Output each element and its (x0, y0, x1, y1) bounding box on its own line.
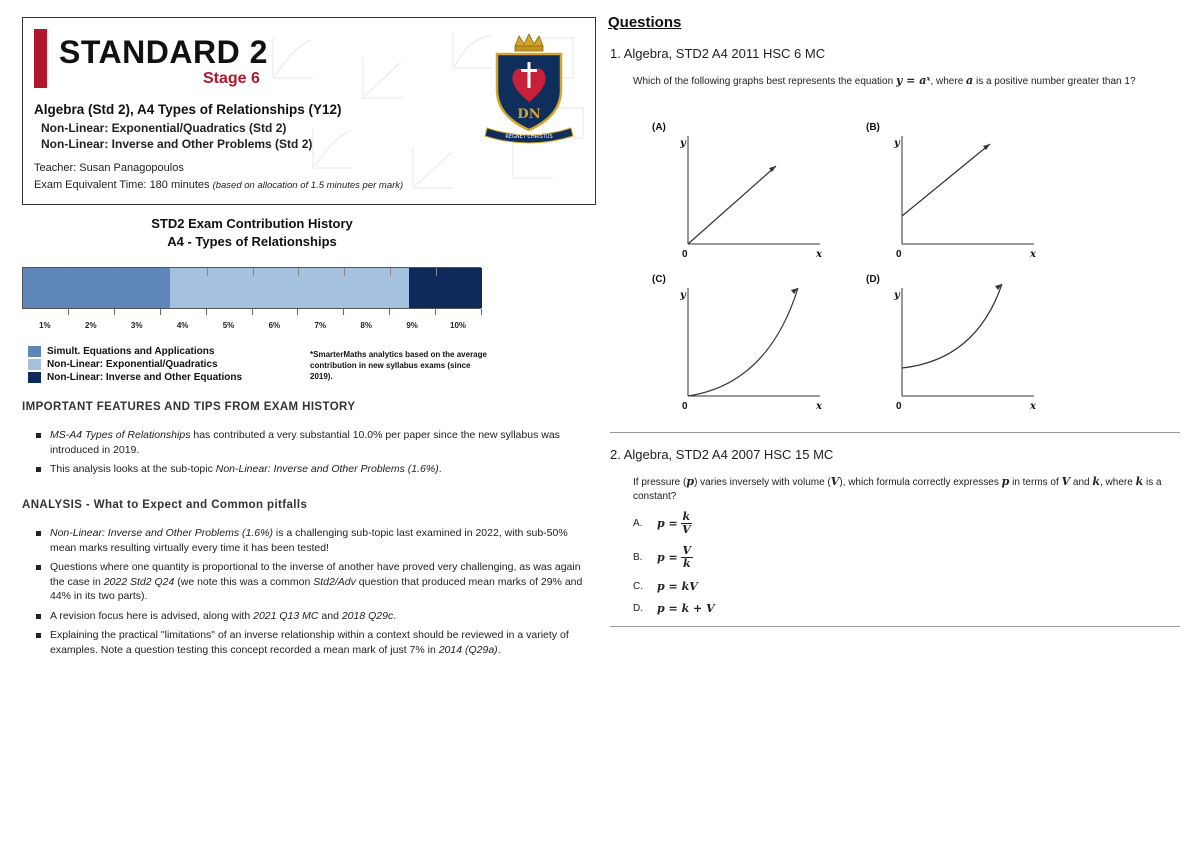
header-box (22, 17, 596, 205)
y-axis-label: y (894, 138, 900, 149)
bar-segment-3 (409, 268, 482, 308)
graph-label: (B) (866, 122, 880, 133)
graph-curve (688, 288, 798, 396)
origin-label: 0 (682, 249, 688, 260)
list-item: This analysis looks at the sub-topic Non-Linear: Inverse and Other Problems (1.6%). (36, 462, 596, 477)
subtopic-2: Non-Linear: Inverse and Other Problems (Std 2) (41, 137, 313, 151)
chart-title-line-1: STD2 Exam Contribution History (151, 216, 353, 231)
subject-title: Algebra (Std 2), A4 Types of Relationships (Y12) (34, 102, 342, 117)
x-tick (252, 309, 253, 315)
important-heading: IMPORTANT FEATURES AND TIPS FROM EXAM HISTORY (22, 401, 356, 413)
crown-icon (515, 34, 543, 51)
origin-label: 0 (896, 249, 902, 260)
graph-option-a[interactable] (652, 122, 832, 267)
legend-item-3: Non-Linear: Inverse and Other Equations (28, 372, 242, 383)
analysis-list (36, 526, 596, 662)
graph-plot (866, 122, 1046, 267)
x-tick-label: 1% (39, 321, 51, 330)
legend-swatch-2 (28, 359, 41, 370)
x-tick (481, 309, 482, 315)
y-axis-label: y (680, 290, 686, 301)
accent-bar (34, 29, 47, 88)
question-1-text: Which of the following graphs best represents the equation y = aˣ, where a is a positive number greater than 1? (633, 74, 1136, 87)
graph-curve (688, 166, 776, 244)
course-title: STANDARD 2 (59, 34, 268, 70)
teacher-line (34, 162, 184, 174)
time-line (34, 179, 403, 191)
x-tick-label: 10% (449, 321, 467, 330)
x-tick-label: 9% (406, 321, 418, 330)
graph-curve (902, 284, 1002, 368)
x-tick (206, 309, 207, 315)
y-axis-label: y (680, 138, 686, 149)
x-tick-label: 5% (222, 321, 235, 330)
x-tick-label: 3% (130, 321, 143, 330)
x-tick-label: 8% (360, 321, 372, 330)
question-2-text: If pressure (p) varies inversely with volume (V), which formula correctly expresses p in terms of V and k, where k is a constant? (633, 475, 1162, 502)
grid-line (436, 268, 437, 276)
x-tick (160, 309, 161, 315)
chart-title (22, 215, 482, 251)
fraction-v-over-k: $\frac{V}{k}$ (682, 544, 692, 570)
option-d[interactable]: D. p = k + V (633, 602, 715, 615)
x-axis-label: x (816, 401, 822, 412)
legend-swatch-1 (28, 346, 41, 357)
time-note: (based on allocation of 1.5 minutes per mark) (212, 180, 404, 191)
svg-text:DN: DN (517, 107, 541, 122)
svg-text:REGNET CHRISTUS: REGNET CHRISTUS (505, 134, 553, 140)
school-crest-logo (481, 32, 577, 144)
graph-label: (C) (652, 274, 666, 285)
grid-line (390, 268, 391, 276)
grid-line (253, 268, 254, 276)
analysis-heading: ANALYSIS - What to Expect and Common pitfalls (22, 499, 308, 511)
graph-option-d[interactable] (866, 274, 1046, 419)
divider (610, 626, 1180, 627)
subtopic-1: Non-Linear: Exponential/Quadratics (Std 2) (41, 121, 287, 135)
graph-option-b[interactable] (866, 122, 1046, 267)
stage-label: Stage 6 (203, 70, 260, 87)
chart-note: *SmarterMaths analytics based on the average contribution in new syllabus exams (since 2019). (310, 350, 487, 381)
x-tick-label: 7% (314, 321, 327, 330)
legend-swatch-3 (28, 372, 41, 383)
fraction-k-over-v: $\frac{k}{V}$ (682, 510, 691, 536)
option-b[interactable]: B. p = $\frac{V}{k}$ (633, 544, 692, 570)
x-tick (435, 309, 436, 315)
x-axis-label: x (816, 249, 822, 260)
list-item: A revision focus here is advised, along with 2021 Q13 MC and 2018 Q29c. (36, 609, 596, 624)
x-tick-label: 4% (176, 321, 189, 330)
bar-segment-1 (23, 268, 170, 308)
time-label: Exam Equivalent Time: (34, 179, 147, 191)
graph-option-c[interactable] (652, 274, 832, 419)
graph-label: (A) (652, 122, 666, 133)
x-tick (68, 309, 69, 315)
teacher-name: Susan Panagopoulos (79, 162, 184, 174)
x-axis (22, 309, 481, 317)
graph-plot (652, 122, 832, 267)
origin-label: 0 (682, 401, 688, 412)
x-axis-label: x (1030, 249, 1036, 260)
y-axis-label: y (894, 290, 900, 301)
legend-item-2: Non-Linear: Exponential/Quadratics (28, 359, 218, 370)
important-list (36, 428, 596, 482)
time-value: 180 minutes (149, 179, 210, 191)
grid-line (298, 268, 299, 276)
questions-heading: Questions (608, 14, 682, 31)
graph-plot (866, 274, 1046, 419)
x-tick-label: 2% (85, 321, 97, 330)
grid-line (161, 268, 162, 276)
question-1-title: 1. Algebra, STD2 A4 2011 HSC 6 MC (610, 46, 826, 61)
chart-title-line-2: A4 - Types of Relationships (167, 234, 337, 249)
grid-line (69, 268, 70, 276)
x-tick (114, 309, 115, 315)
stacked-bar (22, 267, 481, 309)
grid-line (207, 268, 208, 276)
x-tick (389, 309, 390, 315)
grid-line (115, 268, 116, 276)
graph-label: (D) (866, 274, 880, 285)
option-a[interactable]: A. p = $\frac{k}{V}$ (633, 510, 691, 536)
grid-line (344, 268, 345, 276)
option-c[interactable]: C. p = kV (633, 580, 698, 593)
legend-item-1: Simult. Equations and Applications (28, 346, 214, 357)
x-tick-label: 6% (268, 321, 281, 330)
list-item: Questions where one quantity is proportional to the inverse of another have proved very challenging, as was again the case in 2022 Std2 Q24 (we note this was a common Std2/Adv question that produced mean marks of 29% and 44% in its two parts). (36, 560, 596, 604)
x-tick (297, 309, 298, 315)
graph-plot (652, 274, 832, 419)
list-item: Non-Linear: Inverse and Other Problems (1.6%) is a challenging sub-topic last examined in 2022, with sub-50% mean marks resulting virtually every time it has been tested! (36, 526, 596, 555)
list-item: MS-A4 Types of Relationships has contributed a very substantial 10.0% per paper since the new syllabus was introduced in 2019. (36, 428, 596, 457)
x-axis-label: x (1030, 401, 1036, 412)
question-2-title: 2. Algebra, STD2 A4 2007 HSC 15 MC (610, 447, 834, 462)
origin-label: 0 (896, 401, 902, 412)
divider (610, 432, 1180, 433)
teacher-label: Teacher: (34, 162, 77, 174)
x-tick (343, 309, 344, 315)
graph-curve (902, 144, 990, 216)
list-item: Explaining the practical "limitations" of an inverse relationship within a context should be reviewed in a variety of examples. Note a question testing this concept recorded a mean mark of just 7% in 2014 (Q29a). (36, 628, 596, 657)
